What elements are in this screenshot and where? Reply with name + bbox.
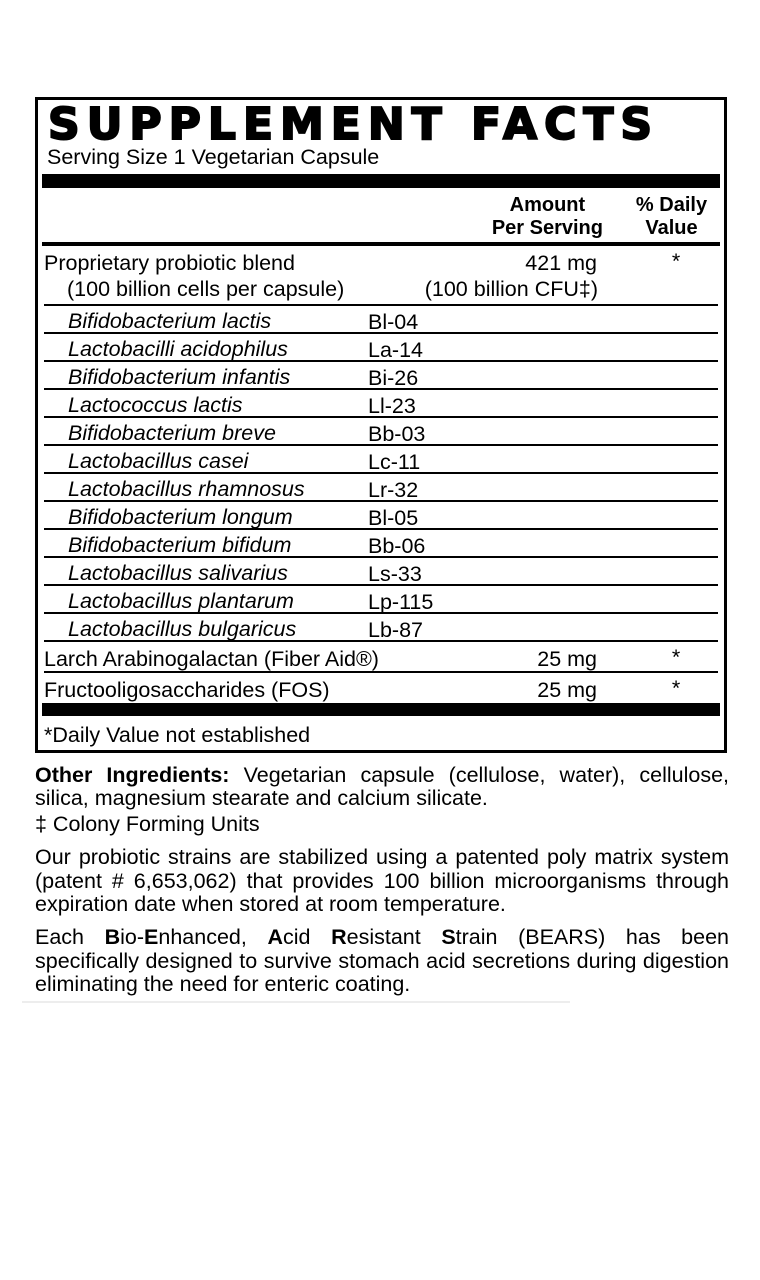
strain-code: Bl-04 — [368, 309, 419, 334]
other-ingredients — [35, 764, 729, 811]
bears-paragraph — [35, 926, 729, 996]
strain-row — [44, 332, 718, 360]
strain-row — [44, 612, 718, 640]
dv-header-line2: Value — [645, 217, 698, 239]
label-edge-artifact — [22, 1001, 570, 1003]
strain-code: Ll-23 — [368, 393, 416, 418]
amount-per-serving-header — [492, 194, 603, 240]
strain-name: Lactobacillus plantarum — [68, 588, 294, 613]
strain-row — [44, 360, 718, 388]
bears-text: train (BEARS) has been specifically designed to survive stomach acid secretions during digestion eliminating the need for enteric coating. — [35, 925, 729, 997]
daily-value-footnote: *Daily Value not established — [44, 722, 311, 747]
blend-row — [44, 246, 718, 304]
percent-daily-value-header — [629, 194, 714, 240]
amount-header-line1: Amount — [509, 194, 586, 216]
strain-row — [44, 584, 718, 612]
bears-text-bold: A — [267, 925, 283, 950]
other-ingredients-label: Other Ingredients: — [35, 763, 230, 787]
blend-line2 — [44, 276, 718, 302]
ingredient-amount: 25 mg — [537, 677, 597, 702]
cfu-footnote: ‡ Colony Forming Units — [35, 811, 260, 836]
ingredient-row — [44, 640, 718, 671]
ingredient-row — [44, 671, 718, 701]
strain-code: Bl-05 — [368, 505, 419, 530]
stability-paragraph: Our probiotic strains are stabilized using a patented poly matrix system (patent # 6,653,062) that provides 100 billion microorganisms through expiration date when stored at room temperature. — [35, 845, 729, 917]
strain-name: Lactobacillus rhamnosus — [68, 476, 305, 501]
other-ingredients-text: Vegetarian capsule (cellulose, water), cellulose, silica, magnesium stearate and calcium silicate. — [35, 763, 729, 811]
bears-text: Each — [35, 925, 105, 950]
blend-line1 — [44, 250, 718, 276]
column-headers — [44, 188, 718, 242]
strain-name: Bifidobacterium breve — [68, 420, 276, 445]
strain-name: Lactobacillus bulgaricus — [68, 616, 297, 641]
strain-code: Lb-87 — [368, 617, 423, 642]
strain-name: Bifidobacterium bifidum — [68, 532, 292, 557]
serving-size: Serving Size 1 Vegetarian Capsule — [47, 145, 380, 169]
strain-name: Lactococcus lactis — [68, 392, 243, 417]
strain-row — [44, 472, 718, 500]
blend-name: Proprietary probiotic blend — [44, 250, 295, 275]
separator-bar-bottom — [42, 703, 720, 716]
blend-daily-value: * — [671, 248, 681, 273]
bears-text: cid — [283, 925, 332, 950]
strain-name: Bifidobacterium infantis — [68, 364, 291, 389]
ingredient-daily-value: * — [671, 644, 681, 669]
strain-code: Bi-26 — [368, 365, 419, 390]
strain-row — [44, 388, 718, 416]
bears-text-bold: S — [441, 925, 456, 950]
strain-row — [44, 556, 718, 584]
strain-code: Ls-33 — [368, 561, 422, 586]
label-notes — [35, 764, 729, 997]
amount-header-line2: Per Serving — [491, 217, 603, 239]
strain-code: Lc-11 — [368, 449, 421, 474]
blend-amount: 421 mg — [525, 250, 597, 275]
strain-name: Lactobacilli acidophilus — [68, 336, 288, 361]
strain-row — [44, 304, 718, 332]
bears-text: esistant — [346, 925, 442, 950]
bears-text-bold: B — [104, 925, 121, 950]
bears-text: io- — [120, 925, 145, 950]
strain-code: Lr-32 — [368, 477, 419, 502]
strain-code: Lp-115 — [368, 589, 434, 614]
strain-name: Bifidobacterium longum — [68, 504, 293, 529]
panel-title: SUPPLEMENT FACTS — [48, 99, 660, 150]
separator-bar-top — [42, 174, 720, 188]
strain-name: Lactobacillus salivarius — [68, 560, 288, 585]
blend-name-detail: (100 billion cells per capsule) — [67, 276, 345, 301]
ingredient-name: Larch Arabinogalactan (Fiber Aid®) — [44, 646, 379, 671]
blend-amount-detail: (100 billion CFU‡) — [424, 276, 598, 301]
strain-name: Bifidobacterium lactis — [68, 308, 272, 333]
strain-code: La-14 — [368, 337, 423, 362]
strain-row — [44, 444, 718, 472]
bears-text: nhanced, — [158, 925, 268, 950]
ingredient-amount: 25 mg — [537, 646, 597, 671]
strain-row — [44, 528, 718, 556]
strain-name: Lactobacillus casei — [68, 448, 249, 473]
ingredient-name: Fructooligosaccharides (FOS) — [44, 677, 330, 702]
ingredient-daily-value: * — [671, 675, 681, 700]
bears-text-bold: E — [144, 925, 159, 950]
strain-code: Bb-03 — [368, 421, 426, 446]
dv-header-line1: % Daily — [635, 194, 708, 216]
strain-row — [44, 500, 718, 528]
strain-row — [44, 416, 718, 444]
bears-text-bold: R — [331, 925, 347, 950]
strain-code: Bb-06 — [368, 533, 426, 558]
supplement-facts-panel — [35, 97, 727, 753]
